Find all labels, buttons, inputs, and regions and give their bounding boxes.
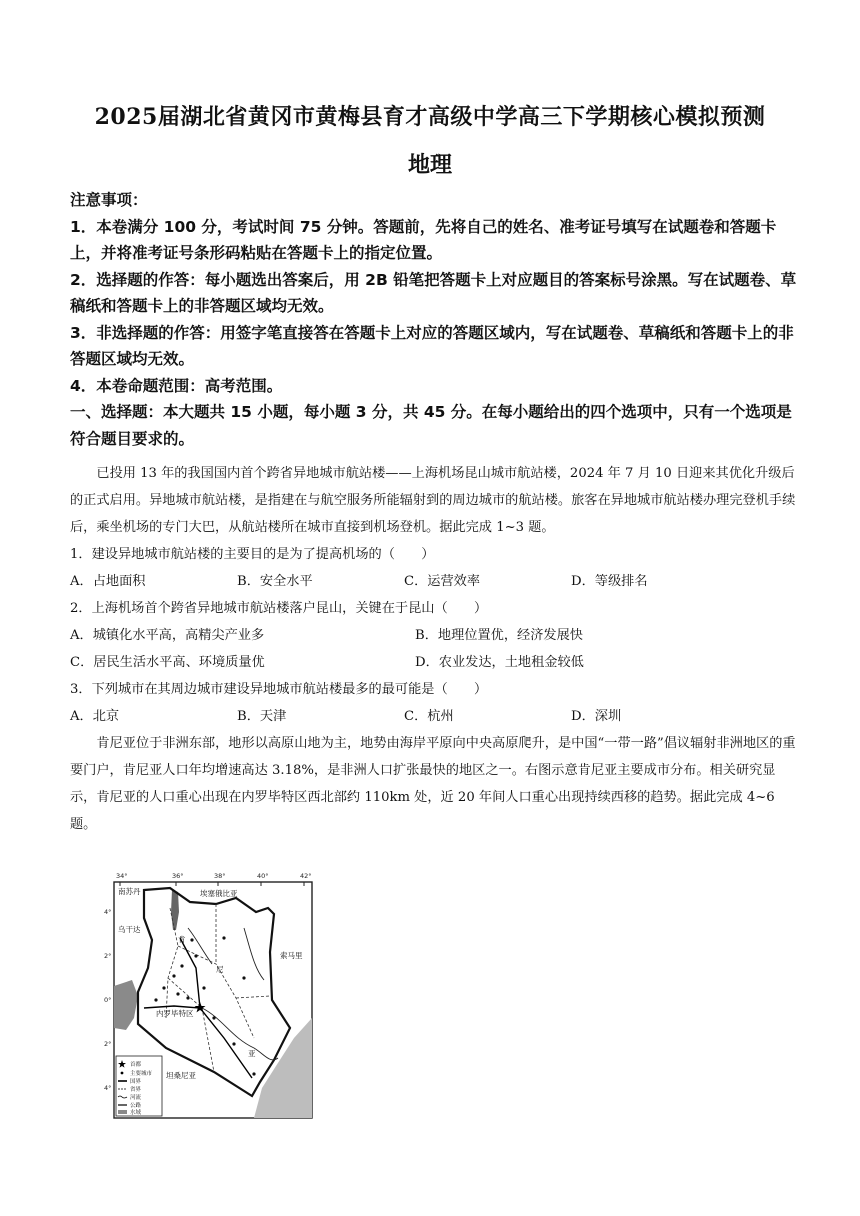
instruction-item: 4．本卷命题范围：高考范围。 <box>70 376 283 395</box>
lon-label: 34° <box>116 872 128 880</box>
option: D．等级排名 <box>571 574 648 589</box>
country-label: 索马里 <box>280 951 303 960</box>
page-subtitle: 地理 <box>407 152 452 178</box>
country-label: 南苏丹 <box>118 887 141 896</box>
option: D．深圳 <box>571 709 622 724</box>
instruction-item: 1．本卷满分 100 分，考试时间 75 分钟。答题前，先将自己的姓名、准考证号填写在试题卷和答题卡上，并将准考证号条形码粘贴在答题卡上的指定位置。 <box>70 217 777 262</box>
city-dot <box>232 1042 235 1045</box>
city-dot <box>222 936 225 939</box>
passage-2: 肯尼亚位于非洲东部，地形以高原山地为主，地势由海岸平原向中央高原爬升，是中国“一带一路”倡议辐射非洲地区的重要门户，肯尼亚人口年均增速高达 3.18%，是非洲人口扩张最快的地区之一。右图示意肯尼亚主要成市分布。相关研究显示，肯尼亚的人口重心出现在内罗毕特区西北部约 110km 处，近 20 年间人口重心出现持续西移的趋势。据此完成 4~6 题。 <box>70 736 796 832</box>
lon-label: 40° <box>257 872 269 880</box>
kenya-map <box>104 868 316 1120</box>
lon-label: 38° <box>214 872 226 880</box>
kenya-label: 尼 <box>216 965 224 974</box>
section-heading: 一、选择题：本大题共 15 小题，每小题 3 分，共 45 分。在每小题给出的四个选项中，只有一个选项是符合题目要求的。 <box>70 403 792 448</box>
city-dot <box>212 1016 215 1019</box>
legend-label: 国界 <box>130 1079 142 1085</box>
page-title: 2025届湖北省黄冈市黄梅县育才高级中学高三下学期核心模拟预测 <box>94 104 766 130</box>
city-dot <box>176 992 179 995</box>
legend-city-icon <box>121 1072 124 1075</box>
instructions-heading: 注意事项： <box>70 191 148 209</box>
city-dot <box>194 954 197 957</box>
option: D．农业发达，土地租金较低 <box>415 655 584 670</box>
option: C．运营效率 <box>404 574 481 589</box>
legend-label: 省界 <box>130 1087 142 1093</box>
lat-label: 2° <box>104 1040 112 1048</box>
legend-label: 水域 <box>130 1110 142 1116</box>
option: B．天津 <box>237 709 287 724</box>
question-2-options <box>70 649 800 676</box>
option: C．杭州 <box>404 709 454 724</box>
legend-water-icon <box>118 1110 127 1114</box>
option: A．北京 <box>70 709 120 724</box>
instruction-item: 3．非选择题的作答：用签字笔直接答在答题卡上对应的答题区域内，写在试题卷、草稿纸和答题卡上的非答题区域均无效。 <box>70 323 794 368</box>
city-dot <box>186 996 189 999</box>
option: A．占地面积 <box>70 574 146 589</box>
option: C．居民生活水平高、环境质量优 <box>70 655 265 670</box>
passage-1: 已投用 13 年的我国国内首个跨省异地城市航站楼——上海机场昆山城市航站楼，2024 年 7 月 10 日迎来其优化升级后的正式启用。异地城市航站楼，是指建在与航空服务所能辐射到的周边城市的航站楼。旅客在异地城市航站楼办理完登机手续后，乘坐机场的专门大巴，从航站楼所在城市直接到机场登机。据此完成 1~3 题。 <box>70 466 796 535</box>
question-3-stem: 3．下列城市在其周边城市建设异地城市航站楼最多的最可能是（ ） <box>70 682 488 697</box>
city-dot <box>180 964 183 967</box>
lat-label: 4° <box>104 1084 112 1092</box>
lat-label: 4° <box>104 908 112 916</box>
country-label: 坦桑尼亚 <box>166 1071 196 1080</box>
country-label: 埃塞俄比亚 <box>200 889 238 898</box>
city-dot <box>242 976 245 979</box>
legend-label: 主要城市 <box>130 1071 153 1077</box>
city-dot <box>172 974 175 977</box>
question-1-stem: 1．建设异地城市航站楼的主要目的是为了提高机场的（ ） <box>70 547 435 562</box>
kenya-label: 亚 <box>248 1049 256 1058</box>
legend-label: 公路 <box>130 1103 142 1109</box>
option: A．城镇化水平高，高精尖产业多 <box>70 628 265 643</box>
instruction-item: 2．选择题的作答：每小题选出答案后，用 2B 铅笔把答题卡上对应题目的答案标号涂黑。写在试题卷、草稿纸和答题卡上的非答题区域均无效。 <box>70 270 797 315</box>
question-2-stem: 2．上海机场首个跨省异地城市航站楼落户昆山，关键在于昆山（ ） <box>70 601 488 616</box>
question-3-options <box>70 703 800 730</box>
lat-label: 2° <box>104 952 112 960</box>
city-dot <box>154 998 157 1001</box>
city-label: 内罗毕特区 <box>156 1009 194 1018</box>
option: B．地理位置优，经济发展快 <box>415 628 583 643</box>
lat-label: 0° <box>104 996 112 1004</box>
option: B．安全水平 <box>237 574 313 589</box>
question-body <box>70 460 800 838</box>
lon-label: 36° <box>172 872 184 880</box>
legend-label: 首都 <box>130 1062 142 1068</box>
city-dot <box>202 986 205 989</box>
city-dot <box>190 938 193 941</box>
city-dot <box>252 1072 255 1075</box>
question-1-options <box>70 568 800 595</box>
question-2-options <box>70 622 800 649</box>
country-label: 乌干达 <box>118 925 141 934</box>
instructions <box>70 187 800 452</box>
map-legend <box>116 1056 162 1116</box>
lon-label: 42° <box>300 872 312 880</box>
kenya-label: 肯 <box>178 935 186 944</box>
legend-label: 河流 <box>130 1095 142 1101</box>
city-dot <box>162 986 165 989</box>
